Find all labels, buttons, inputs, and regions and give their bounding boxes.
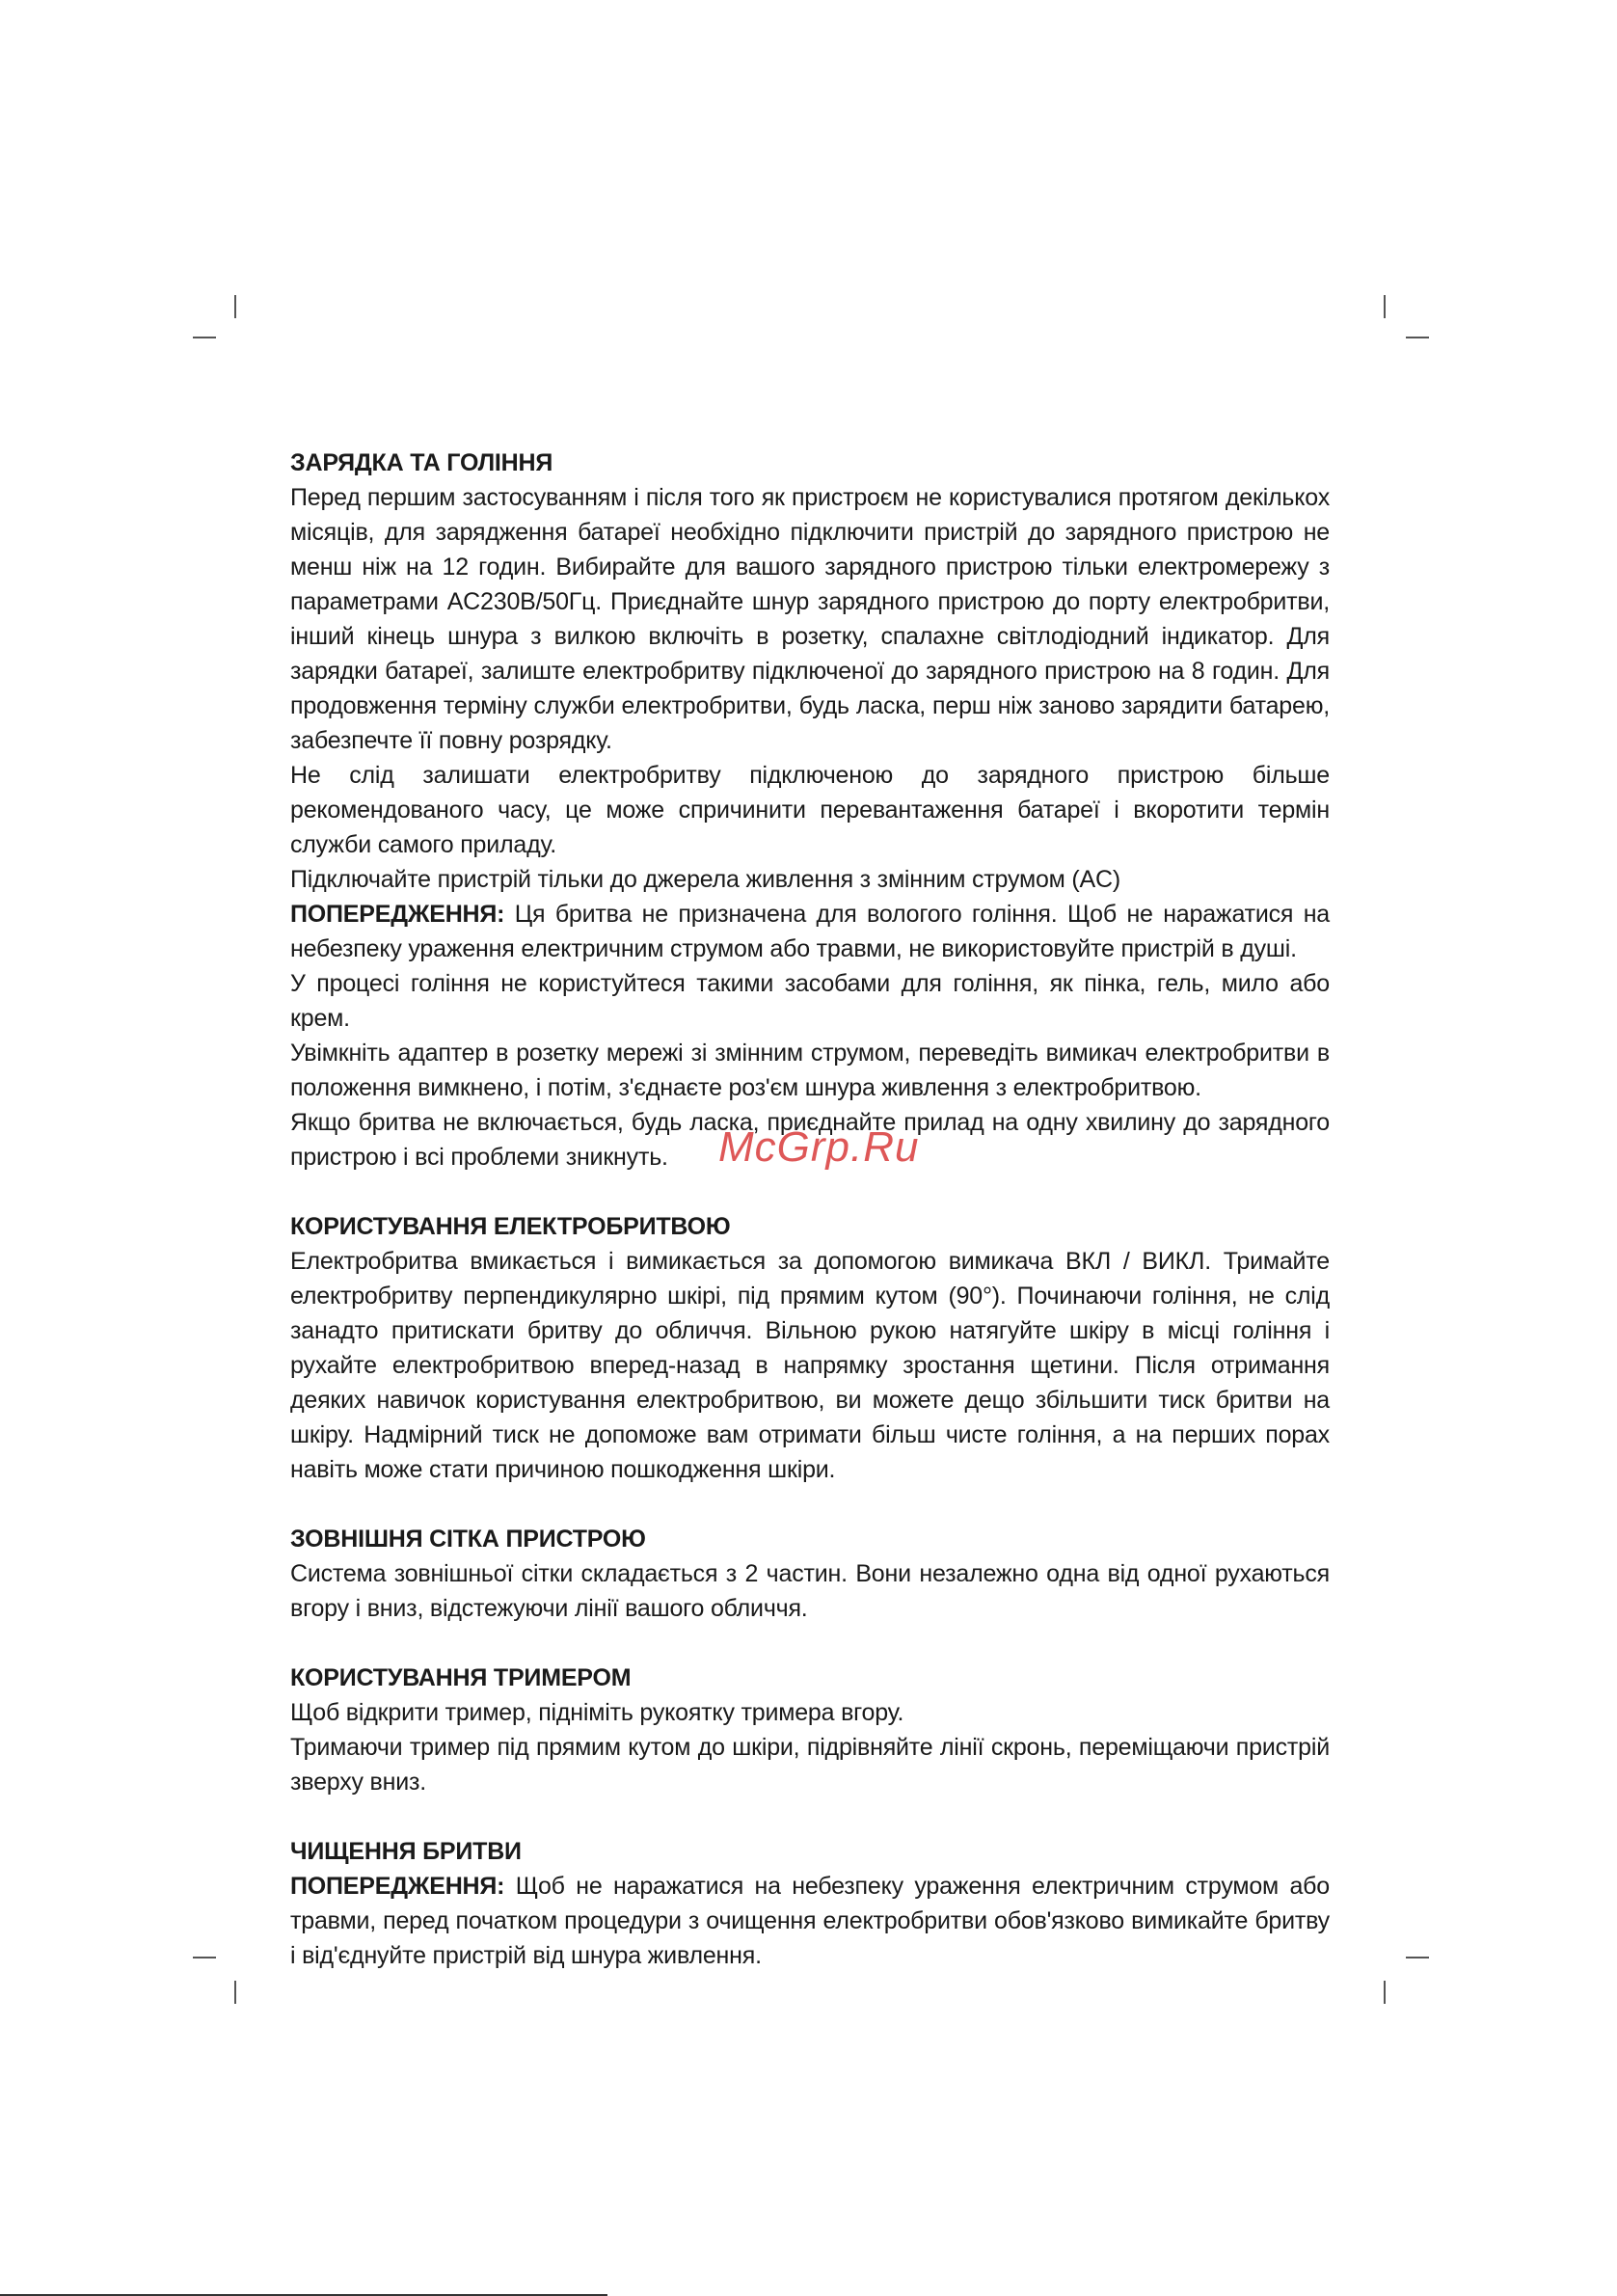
paragraph [290,1036,1330,1105]
paragraph [290,1556,1330,1626]
paragraph [290,1695,1330,1730]
paragraph [290,966,1330,1036]
crop-mark-top-left-v [234,295,236,318]
paragraph [290,1730,1330,1799]
paragraph [290,1869,1330,1973]
paragraph-text: Не слід залишати електробритву підключеною до зарядного пристрою більше рекомендованого часу, це може спричинити перевантаження батареї і вкоротити термін служби самого приладу. [290,762,1330,858]
crop-mark-bottom-left-v [234,1981,236,2004]
section-title: ЗОВНІШНЯ СІТКА ПРИСТРОЮ [290,1526,646,1553]
paragraph [290,480,1330,758]
paragraph-text: Підключайте пристрій тільки до джерела живлення з змінним струмом (AC) [290,866,1120,893]
paragraph [290,897,1330,966]
section [290,1522,1330,1626]
crop-mark-top-left-h [193,337,216,338]
section [290,1661,1330,1799]
section-title: КОРИСТУВАННЯ ТРИМЕРОМ [290,1664,632,1691]
paragraph [290,862,1330,897]
paragraph-text: Перед першим застосуванням і після того як пристроєм не користувалися протягом декількох місяців, для зарядження батареї необхідно підключити пристрій до зарядного пристрою не менш ніж на 12 годин. Вибирайте для вашого зарядного пристрою тільки електромережу з параметрами AC230B/50Гц. Приєднайте шнур зарядного пристрою до порту електробритви, інший кінець шнура з вилкою включіть в розетку, спалахне світлодіодний індикатор. Для зарядки батареї, залиште електробритву підключеної до зарядного пристрою на 8 годин. Для продовження терміну служби електробритви, будь ласка, перш ніж заново зарядити батарею, забезпечте її повну розрядку. [290,484,1330,754]
crop-mark-bottom-right-v [1384,1981,1386,2004]
section [290,1834,1330,1973]
paragraph-text: Щоб відкрити тример, підніміть рукоятку тримера вгору. [290,1699,904,1726]
paragraph-text: Електробритва вмикається і вимикається за допомогою вимикача ВКЛ / ВИКЛ. Тримайте електробритву перпендикулярно шкірі, під прямим кутом (90°). Починаючи гоління, не слід занадто притискати бритву до обличчя. Вільною рукою натягуйте шкіру в місці гоління і рухайте електробритвою вперед-назад в напрямку зростання щетини. Після отримання деяких навичок користування електробритвою, ви можете дещо збільшити тиск бритви на шкіру. Надмірний тиск не допоможе вам отримати більш чисте гоління, а на перших порах навіть може стати причиною пошкодження шкіри. [290,1248,1330,1483]
crop-mark-top-right-h [1406,337,1429,338]
section-title: ЗАРЯДКА ТА ГОЛІННЯ [290,449,553,476]
warning-label: ПОПЕРЕДЖЕННЯ: [290,1873,505,1900]
warning-label: ПОПЕРЕДЖЕННЯ: [290,901,505,928]
paragraph-text: Якщо бритва не включається, будь ласка, приєднайте прилад на одну хвилину до зарядного пристрою і всі проблеми зникнуть. [290,1109,1330,1171]
paragraph-text: Ця бритва не призначена для вологого гоління. Щоб не наражатися на небезпеку ураження електричним струмом або травми, не використовуйте пристрій в душі. [290,901,1330,962]
paragraph-text: Тримаючи тример під прямим кутом до шкіри, підрівняйте лінії скронь, переміщаючи пристрій зверху вниз. [290,1734,1330,1796]
section-title: ЧИЩЕННЯ БРИТВИ [290,1838,522,1865]
section-title: КОРИСТУВАННЯ ЕЛЕКТРОБРИТВОЮ [290,1213,731,1240]
document-body [290,446,1330,2008]
paragraph-text: Щоб не наражатися на небезпеку ураження електричним струмом або травми, перед початком процедури з очищення електробритви обов'язково вимикайте бритву і від'єднуйте пристрій від шнура живлення. [290,1873,1330,1969]
paragraph-text: Система зовнішньої сітки складається з 2 частин. Вони незалежно одна від одної рухаються вгору і вниз, відстежуючи лінії вашого обличчя. [290,1560,1330,1622]
paragraph [290,1244,1330,1487]
crop-mark-top-right-v [1384,295,1386,318]
crop-mark-bottom-left-h [193,1957,216,1958]
section [290,1209,1330,1487]
paragraph-text: Увімкніть адаптер в розетку мережі зі змінним струмом, переведіть вимикач електробритви в положення вимкнено, і потім, з'єднаєте роз'єм шнура живлення з електробритвою. [290,1040,1330,1101]
section [290,446,1330,1175]
paragraph-text: У процесі гоління не користуйтеся такими засобами для гоління, як пінка, гель, мило або крем. [290,970,1330,1032]
paragraph [290,758,1330,862]
watermark: McGrp.Ru [718,1123,920,1171]
crop-mark-bottom-right-h [1406,1957,1429,1958]
